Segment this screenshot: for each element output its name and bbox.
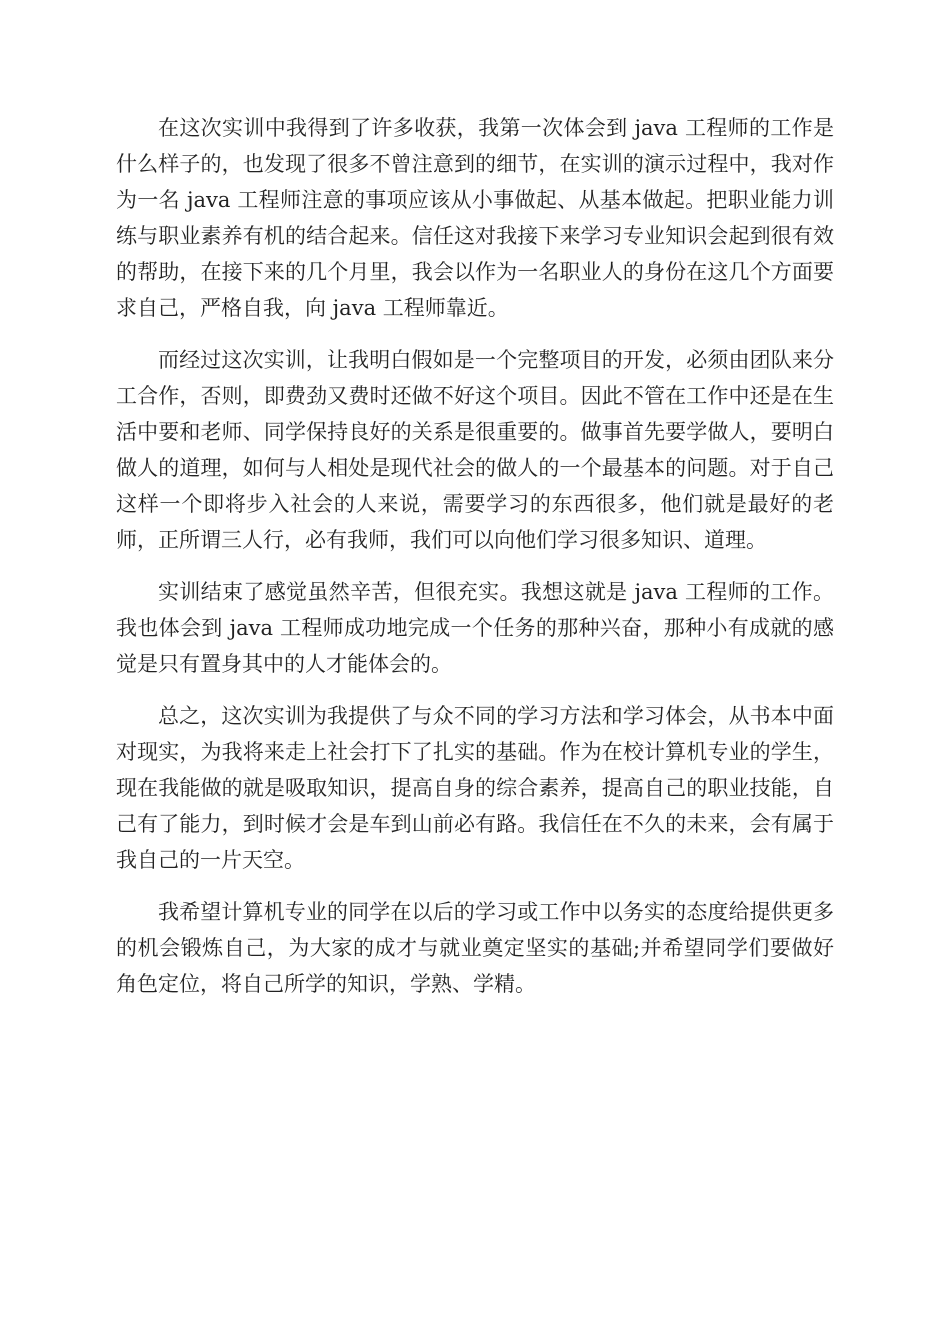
paragraph-1: 在这次实训中我得到了许多收获，我第一次体会到 java 工程师的工作是什么样子的，也发现了很多不曾注意到的细节，在实训的演示过程中，我对作为一名 java 工程师注意的事项应该从小事做起、从基本做起。把职业能力训练与职业素养有机的结合起来。信任这对我接下来学习专业知识会起到很有效的帮助，在接下来的几个月里，我会以作为一名职业人的身份在这几个方面要求自己，严格自我，向 java 工程师靠近。 — [116, 116, 834, 320]
paragraph-3: 实训结束了感觉虽然辛苦，但很充实。我想这就是 java 工程师的工作。我也体会到 java 工程师成功地完成一个任务的那种兴奋，那种小有成就的感觉是只有置身其中的人才能体会的。 — [116, 580, 834, 676]
paragraph-2: 而经过这次实训，让我明白假如是一个完整项目的开发，必须由团队来分工合作，否则，即费劲又费时还做不好这个项目。因此不管在工作中还是在生活中要和老师、同学保持良好的关系是很重要的。做事首先要学做人，要明白做人的道理，如何与人相处是现代社会的做人的一个最基本的问题。对于自己这样一个即将步入社会的人来说，需要学习的东西很多，他们就是最好的老师，正所谓三人行，必有我师，我们可以向他们学习很多知识、道理。 — [116, 348, 834, 552]
paragraph-4: 总之，这次实训为我提供了与众不同的学习方法和学习体会，从书本中面对现实，为我将来走上社会打下了扎实的基础。作为在校计算机专业的学生，现在我能做的就是吸取知识，提高自身的综合素养，提高自己的职业技能，自己有了能力，到时候才会是车到山前必有路。我信任在不久的未来，会有属于我自己的一片天空。 — [116, 704, 834, 872]
paragraph-5: 我希望计算机专业的同学在以后的学习或工作中以务实的态度给提供更多的机会锻炼自己，为大家的成才与就业奠定坚实的基础;并希望同学们要做好角色定位，将自己所学的知识，学熟、学精。 — [116, 900, 834, 996]
